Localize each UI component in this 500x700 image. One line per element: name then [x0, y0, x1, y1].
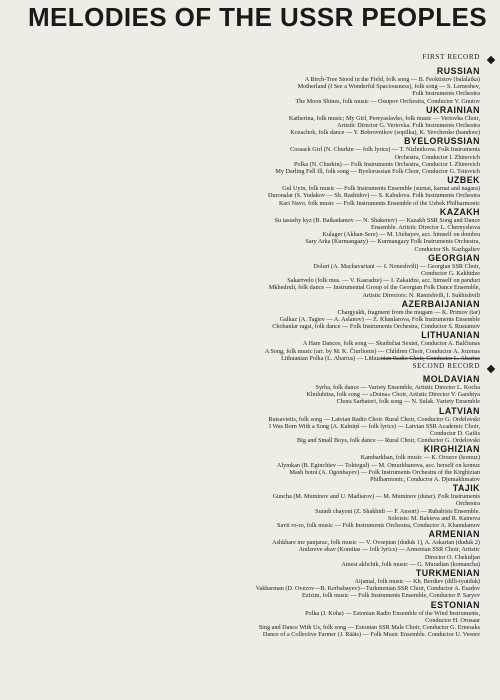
diamond-bullet-icon [487, 56, 495, 64]
record-divider-line [382, 358, 480, 359]
track-line: Dance of a Collective Farmer (J. Rääts) — Folk Music Ensemble. Conductor U. Veenre [262, 631, 480, 639]
region-section [150, 66, 480, 105]
region-section [150, 207, 480, 253]
region-section [150, 253, 480, 299]
track-line: Ezizim, folk music — Folk Instruments Ensemble, Conductor P. Saryev [301, 592, 480, 600]
track-line: Big and Small Boys, folk dance — Rural Choir, Conductor G. Ordelovski [297, 437, 480, 445]
region-section [150, 175, 480, 207]
track-line: Conductor G. Kakhidze [421, 270, 480, 278]
region-section [150, 299, 480, 331]
region-heading: KAZAKH [439, 206, 480, 217]
track-line: Motherland (I See a Wonderful Spaciousness), folk song — S. Lemeshev, [297, 83, 480, 91]
diamond-bullet-icon [487, 365, 495, 373]
region-heading: UZBEK [447, 175, 480, 186]
track-line: Director O. Chekidjan [424, 553, 480, 561]
region-section [150, 105, 480, 137]
region-section [150, 600, 480, 639]
track-line: Sing and Dance With Us, folk song — Estonian SSR Male Choir, Conductor G. Ernesaks [258, 624, 480, 632]
track-line: Conductor D. Gailis [429, 430, 480, 438]
track-line: The Moon Shines, folk music — Ossipov Orchestra, Conductor V. Gnutov [295, 97, 480, 105]
region-heading: GEORGIAN [428, 252, 480, 263]
track-line: Aijamal, folk music — Kh. Berdiev (dilli-tyuiduk) [354, 578, 480, 586]
region-heading: MOLDAVIAN [422, 374, 480, 384]
track-line: Cossack Girl (N. Churkin — folk lyrics) — T. Nizhnikova. Folk Instruments [290, 146, 480, 154]
track-line: Alymkan (B. Eginchiev — Toktogul) — M. Omurkhanova, acc. herself on komuz [276, 461, 480, 469]
track-line: I Was Born With a Song (A. Kalniņš — folk lyrics) — Latvian SSR Academic Choir, [268, 422, 480, 430]
track-line: Su tasushy kyz (B. Baikadamov — N. Shakenov) — Kazakh SSR Song and Dance [274, 216, 480, 224]
track-line: Khulubitsa, folk song — «Doina» Choir, Artistic Director V. Garshtya [306, 391, 480, 399]
track-line: Suradi chayoni (Z. Shakhidi — F. Ansori) — Rubabists Ensemble. [315, 507, 480, 515]
region-section [150, 136, 480, 175]
track-line: Ensemble. Artistic Director L. Chernyshova [371, 224, 480, 232]
track-line: Mkhedruli, folk dance — Instrumental Group of the Georgian Folk Dance Ensemble, [268, 284, 480, 292]
track-line: Savti ro-ro, folk music — Folk Instruments Orchestra, Conductor A. Khamdamov [277, 522, 480, 530]
record-label-first: FIRST RECORD [422, 53, 480, 61]
track-line: Orchestra, Conductor I. Zhinovich [394, 153, 480, 161]
track-line: Folk Instruments Orchestra [412, 90, 480, 98]
region-heading: BYELORUSSIAN [404, 136, 480, 147]
track-line: Chora Sarbatori, folk song — N. Sulak. Variety Ensemble [336, 398, 480, 406]
track-line: Ashkhare me panjarac, folk music — V. Ovsepian (duduk 1), A. Askarian (duduk 2) [272, 539, 480, 547]
region-heading: TURKMENIAN [415, 568, 480, 579]
track-line: A Hare Dances, folk song — Skudučiai Sextet, Conductor A. Balčiunas [302, 340, 480, 348]
region-heading: ARMENIAN [428, 529, 480, 540]
track-line: Mash botoi (A. Ogonbayev) — Folk Instruments Orchestra of the Kirghizian [289, 468, 480, 476]
track-line: Orchestra [455, 500, 480, 508]
track-line: Katherina, folk music; My Girl, Pereyaslavko, folk music — Veriovka Choir, [288, 114, 480, 122]
second-record-tracklist [150, 374, 480, 638]
region-heading: LATVIAN [439, 405, 480, 416]
track-line: Galkaz (A. Tagiev — A. Aslanov) — Z. Khanlarova, Folk Instruments Ensemble [279, 316, 480, 324]
region-heading: ESTONIAN [430, 599, 480, 610]
track-line: A Birch-Tree Stood in the Field, folk song — B. Feoktistov (balalaika) [304, 76, 480, 83]
region-section [150, 483, 480, 529]
record-label-second: SECOND RECORD [412, 362, 480, 370]
track-line: Chargyakh, fragment from the mugam — K. Primov (tar) [337, 308, 480, 316]
track-line: Polka (J. Koha) — Estonian Radio Ensemble of the Wind Instruments, [305, 609, 480, 617]
track-line: Sary Arka (Kurmangazy) — Kurmangazy Folk Instruments Orchestra, [305, 238, 480, 246]
track-line: Conductor H. Orusaar [425, 616, 480, 624]
track-line: Sakartvelo (folk mus. — V. Kasradze) — I. Zakaidze, acc. himself on panduri [287, 277, 480, 285]
region-section [150, 529, 480, 568]
track-line: Kari Navo, folk music — Folk Instruments Ensemble of the Uzbek Philharmonic [278, 199, 480, 207]
region-heading: LITHUANIAN [421, 330, 480, 341]
track-line: Gul Uyin, folk music — Folk Instruments Ensemble (surnai, karnai and nagara) [282, 185, 480, 193]
track-line: Andzreve ekav (Komitas — folk lyrics) — Armenian SSR Choir, Artistic [298, 546, 480, 554]
region-section [150, 444, 480, 483]
track-line: Kulager (Akhan-Sere) — M. Utebayev, acc. himself on dombra [322, 231, 480, 239]
track-line: Kozachok, folk dance — Y. Bobrovnikov (sopilka), K. Yevchenko (bandore) [290, 129, 480, 137]
track-line: Chobanlar ragsi, folk dance — Folk Instruments Orchestra, Conductor S. Rustamov [272, 323, 480, 331]
region-section [150, 374, 480, 406]
track-line: My Darling Fell Ill, folk song — Byelorussian Folk Choir, Conductor G. Tsitovich [275, 168, 480, 176]
region-heading: UKRAINIAN [426, 104, 480, 115]
track-line: Doluri (A. Machavariani — I. Noneshvili) — Georgian SSR Choir, [313, 262, 480, 270]
album-title: MELODIES OF THE USSR PEOPLES [28, 2, 488, 32]
track-line: Kambarkhan, folk music — K. Orozov (komuz) [360, 454, 480, 462]
track-line: Soloists: M. Bakieva and R. Kainova [388, 514, 480, 522]
track-line: Amest akhchik, folk music — G. Muradian (komancha) [341, 560, 480, 568]
region-heading: KIRGHIZIAN [423, 444, 480, 455]
track-line: Conductor Sh. Kazhgaliev [414, 245, 480, 253]
first-record-tracklist [150, 66, 480, 362]
region-section [150, 568, 480, 600]
region-heading: RUSSIAN [436, 66, 480, 76]
track-line: Rutsavietis, folk song — Latvian Radio Choir. Rural Choir, Conductor G. Ordelovski [268, 415, 480, 423]
track-line: Philharmonic, Conductor A. Djumakhmatov [370, 476, 480, 484]
region-heading: AZERBAIJANIAN [401, 298, 480, 309]
region-heading: TAJIK [452, 483, 480, 494]
track-line: Lithuanian Polka (L. Abarius) — Lithuanian Radio Choir, Conductor L. Abarius [281, 354, 480, 362]
region-section [150, 406, 480, 445]
track-line: Artistic Director G. Veriovka. Folk Instruments Orchestra [337, 122, 480, 130]
track-line: Vakharman (D. Ovezov—B. Kerbabayev)—Turkmenian SSR Choir, Conductor A. Esadov [255, 585, 480, 593]
track-line: Syrba, folk dance — Variety Ensemble, Artistic Director L. Kocha [315, 384, 480, 391]
track-line: Guncha (M. Muminov and U. Madiarov) — M. Muminov (dutar). Folk Instruments [272, 493, 480, 501]
track-line: A Song, folk music (arr. by M. K. Čiurlionis) — Children Choir, Conductor A. Jozenas [264, 347, 480, 355]
track-line: Polka (N. Churkin) — Folk Instruments Orchestra, Conductor I. Zhinovich [294, 160, 480, 168]
track-line: Artistic Directors: N. Ramishvili, I. Sukhishvili [362, 291, 480, 299]
track-line: Duronalar (S. Yudakov — Sh. Rashidov) — S. Kabulova. Folk Instruments Orchestra [267, 192, 480, 200]
